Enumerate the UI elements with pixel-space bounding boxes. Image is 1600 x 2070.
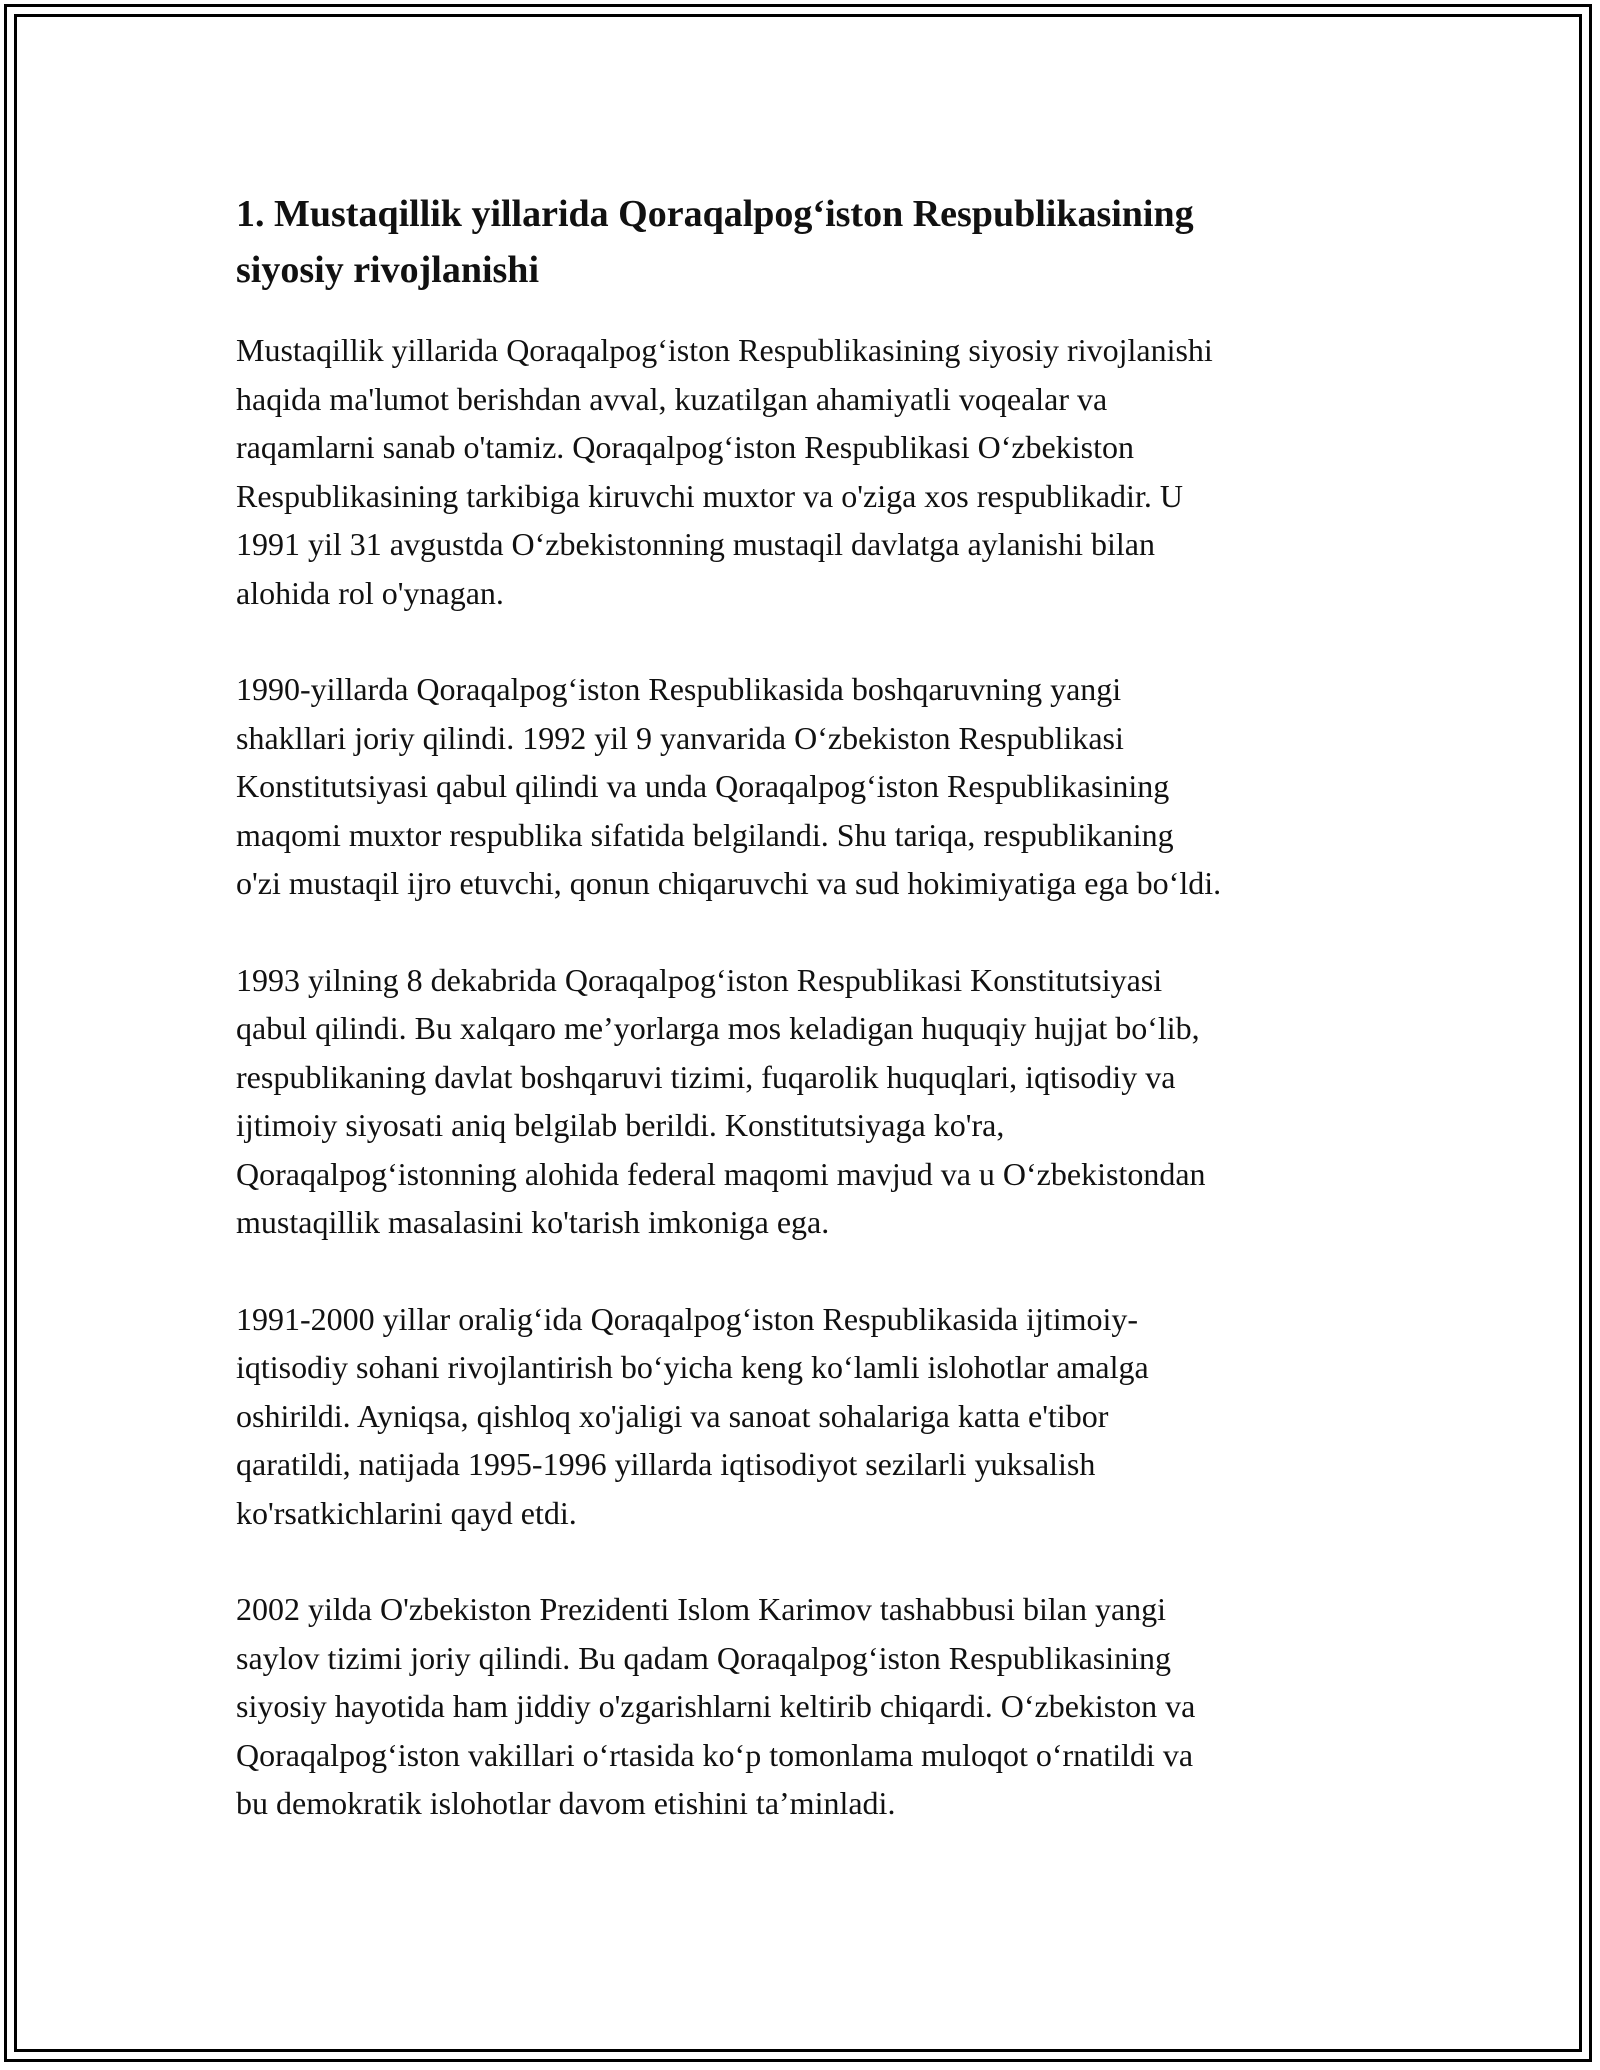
document-body	[236, 186, 1376, 1876]
paragraph-2002-elections: 2002 yilda O'zbekiston Prezidenti Islom Karimov tashabbusi bilan yangi saylov tizimi joriy qilindi. Bu qadam Qoraqalpog‘iston Respublikasining siyosiy hayotida ham jiddiy o'zgarishlarni keltirib chiqardi. O‘zbekiston va Qoraqalpog‘iston vakillari o‘rtasida ko‘p tomonlama muloqot o‘rnatildi va bu demokratik islohotlar davom etishini ta’minladi.	[236, 1591, 1196, 1821]
section-heading: 1. Mustaqillik yillarida Qoraqalpog‘iston Respublikasining siyosiy rivojlanishi	[236, 193, 1194, 291]
paragraph-intro: Mustaqillik yillarida Qoraqalpog‘iston Respublikasining siyosiy rivojlanishi haqida ma'lumot berishdan avval, kuzatilgan ahamiyatli voqealar va raqamlarni sanab o'tamiz. Qoraqalpog‘iston Respublikasi O‘zbekiston Respublikasining tarkibiga kiruvchi muxtor va o'ziga xos respublikadir. U 1991 yil 31 avgustda O‘zbekistonning mustaqil davlatga aylanishi bilan alohida rol o'ynagan.	[236, 332, 1213, 611]
paragraph-reforms: 1991-2000 yillar oralig‘ida Qoraqalpog‘iston Respublikasida ijtimoiy- iqtisodiy sohani rivojlantirish bo‘yicha keng ko‘lamli islohotlar amalga oshirildi. Ayniqsa, qishloq xo'jaligi va sanoat sohalariga katta e'tibor qaratildi, natijada 1995-1996 yillarda iqtisodiyot sezilarli yuksalish ko'rsatkichlarini qayd etdi.	[236, 1300, 1149, 1531]
paragraph-1990s: 1990-yillarda Qoraqalpog‘iston Respublikasida boshqaruvning yangi shakllari joriy qilindi. 1992 yil 9 yanvarida O‘zbekiston Respublikasi Konstitutsiyasi qabul qilindi va unda Qoraqalpog‘iston Respublikasining maqomi muxtor respublika sifatida belgilandi. Shu tariqa, respublikaning o'zi mustaqil ijro etuvchi, qonun chiqaruvchi va sud hokimiyatiga ega bo‘ldi.	[236, 671, 1222, 901]
paragraph-1993-constitution: 1993 yilning 8 dekabrida Qoraqalpog‘iston Respublikasi Konstitutsiyasi qabul qilindi. Bu xalqaro me’yorlarga mos keladigan huquqiy hujjat bo‘lib, respublikaning davlat boshqaruvi tizimi, fuqarolik huquqlari, iqtisodiy va ijtimoiy siyosati aniq belgilab berildi. Konstitutsiyaga ko'ra, Qoraqalpog‘istonning alohida federal maqomi mavjud va u O‘zbekistondan mustaqillik masalasini ko'tarish imkoniga ega.	[236, 961, 1206, 1240]
